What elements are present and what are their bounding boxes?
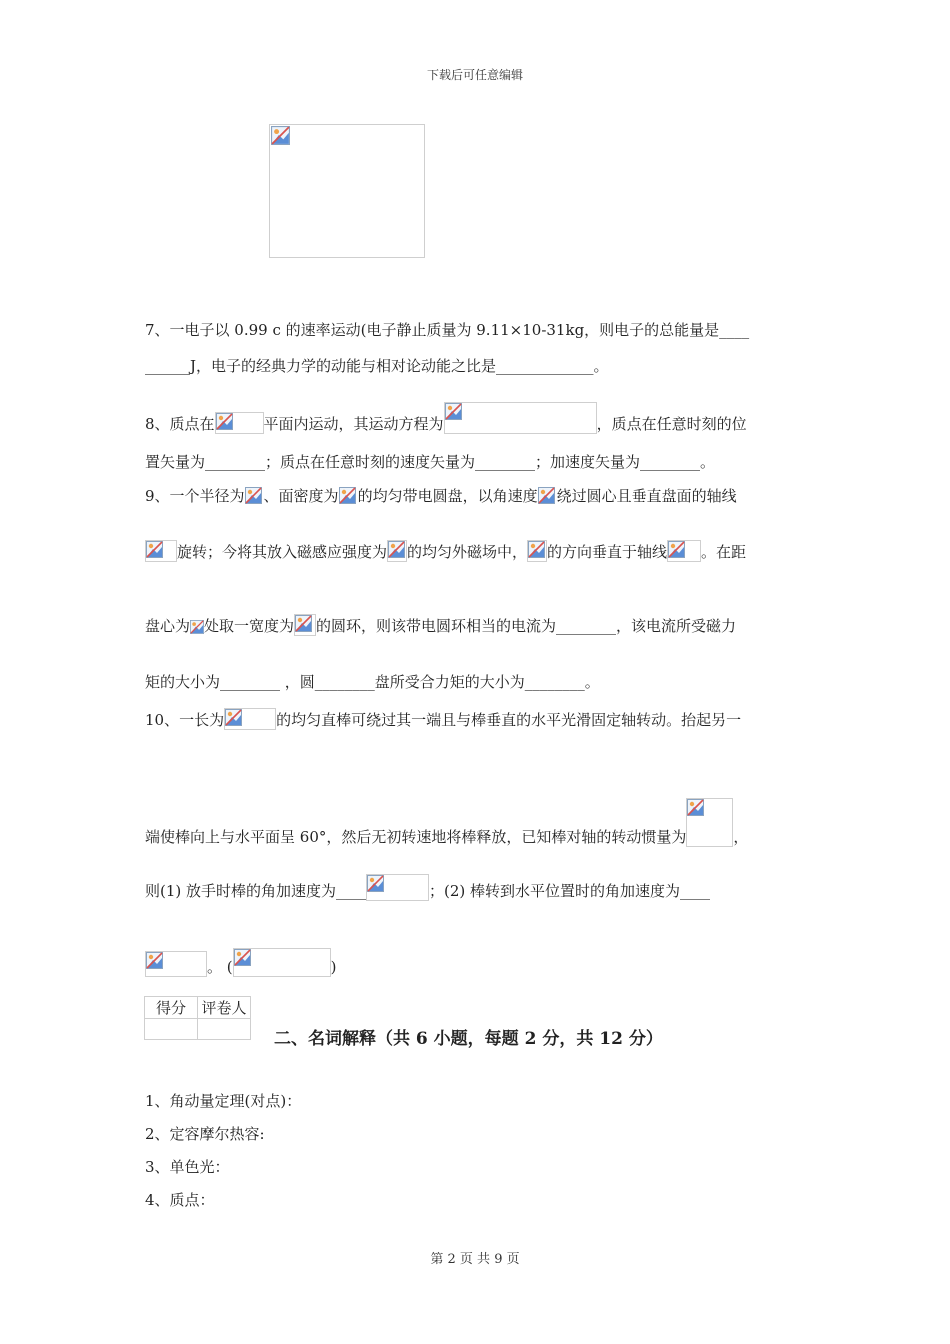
q8-text-c: ，质点在任意时刻的位 xyxy=(596,415,747,433)
q9-text-k: 的圆环，则该带电圆环相当的电流为________，该电流所受磁力 xyxy=(316,617,737,635)
broken-image-icon xyxy=(668,541,685,558)
q9-text-c: 的均匀带电圆盘，以角速度 xyxy=(357,487,538,505)
q9-text-a: 9、一个半径为 xyxy=(145,487,245,505)
term-item-2: 2、定容摩尔热容: xyxy=(145,1125,265,1143)
question-8-line-2: 置矢量为________；质点在任意时刻的速度矢量为________；加速度矢量为________。 xyxy=(145,453,716,471)
formula-image xyxy=(233,948,331,977)
question-10-line-1 xyxy=(145,708,741,730)
broken-image-icon xyxy=(388,541,405,558)
q9-text-i: 盘心为 xyxy=(145,617,191,635)
formula-image xyxy=(224,708,276,730)
term-item-3: 3、单色光： xyxy=(145,1158,230,1176)
question-10-line-3 xyxy=(145,874,710,901)
formula-image xyxy=(339,487,358,506)
formula-image xyxy=(686,798,733,847)
q8-text-a: 8、质点在 xyxy=(145,415,215,433)
q9-text-h: 。在距 xyxy=(701,543,747,561)
page-header: 下载后可任意编辑 xyxy=(426,68,523,82)
broken-image-icon xyxy=(245,487,262,504)
formula-image xyxy=(667,540,701,562)
q9-text-b: 、面密度为 xyxy=(263,487,339,505)
question-7-line-2: ______J，电子的经典力学的动能与相对论动能之比是_____________。 xyxy=(145,357,609,375)
question-9-line-3 xyxy=(145,614,736,636)
q10-text-b: 的均匀直棒可绕过其一端且与棒垂直的水平光滑固定轴转动。抬起另一 xyxy=(276,711,742,729)
formula-image xyxy=(190,620,204,636)
question-9-line-1 xyxy=(145,486,737,506)
broken-image-icon xyxy=(271,126,290,145)
q9-text-d: 绕过圆心且垂直盘面的轴线 xyxy=(556,487,737,505)
broken-image-icon xyxy=(216,413,233,430)
q10-text-f: ；(2) 棒转到水平位置时的角加速度为____ xyxy=(429,882,711,900)
broken-image-icon xyxy=(295,615,312,632)
formula-image xyxy=(366,874,429,901)
question-10-line-2 xyxy=(145,798,748,847)
formula-image xyxy=(387,540,407,562)
q9-text-j: 处取一宽度为 xyxy=(204,617,295,635)
broken-image-icon xyxy=(146,952,163,969)
score-table xyxy=(144,996,251,1040)
broken-image-icon xyxy=(538,487,555,504)
grader-header: 评卷人 xyxy=(198,997,251,1019)
q10-text-d: ， xyxy=(733,828,749,846)
section-2-title: 二、名词解释（共 6 小题，每题 2 分，共 12 分） xyxy=(274,1029,663,1049)
q10-text-h: ) xyxy=(330,958,337,976)
term-item-4: 4、质点： xyxy=(145,1191,215,1209)
broken-image-icon xyxy=(367,875,384,892)
q9-text-e: 旋转；今将其放入磁感应强度为 xyxy=(177,543,388,561)
formula-image xyxy=(444,402,597,434)
q10-text-g: 。 ( xyxy=(207,958,233,976)
question-9-line-4: 矩的大小为________ ，圆________盘所受合力矩的大小为________。 xyxy=(145,673,600,691)
broken-image-icon xyxy=(528,541,545,558)
broken-image-icon xyxy=(146,541,163,558)
broken-image-icon xyxy=(445,403,462,420)
page-footer: 第 2 页 共 9 页 xyxy=(430,1252,520,1267)
formula-image xyxy=(294,614,316,636)
formula-image xyxy=(145,540,177,562)
formula-image xyxy=(538,487,557,506)
formula-image xyxy=(145,951,207,977)
question-8-line-1 xyxy=(145,402,747,434)
figure-image-placeholder xyxy=(269,124,425,258)
q9-text-f: 的均匀外磁场中， xyxy=(407,543,528,561)
formula-image xyxy=(527,540,547,562)
q9-text-g: 的方向垂直于轴线 xyxy=(547,543,668,561)
score-cell xyxy=(145,1019,198,1040)
score-header: 得分 xyxy=(145,997,198,1019)
question-9-line-2 xyxy=(145,540,746,562)
term-item-1: 1、角动量定理(对点)： xyxy=(145,1092,302,1110)
broken-image-icon xyxy=(687,799,704,816)
q10-text-e: 则(1) 放手时棒的角加速度为____ xyxy=(145,882,367,900)
q8-text-b: 平面内运动，其运动方程为 xyxy=(263,415,444,433)
formula-image xyxy=(215,412,264,434)
broken-image-icon xyxy=(339,487,356,504)
q10-text-a: 10、一长为 xyxy=(145,711,225,729)
broken-image-icon xyxy=(234,949,251,966)
broken-image-icon xyxy=(225,709,242,726)
grader-cell xyxy=(198,1019,251,1040)
formula-image xyxy=(245,487,264,506)
question-10-line-4 xyxy=(145,948,336,977)
broken-image-icon xyxy=(190,620,204,634)
q10-text-c: 端使棒向上与水平面呈 60°，然后无初转速地将棒释放，已知棒对轴的转动惯量为 xyxy=(145,828,687,846)
question-7-line-1: 7、一电子以 0.99 c 的速率运动(电子静止质量为 9.11×10-31kg，则电子的总能量是____ xyxy=(145,321,750,339)
